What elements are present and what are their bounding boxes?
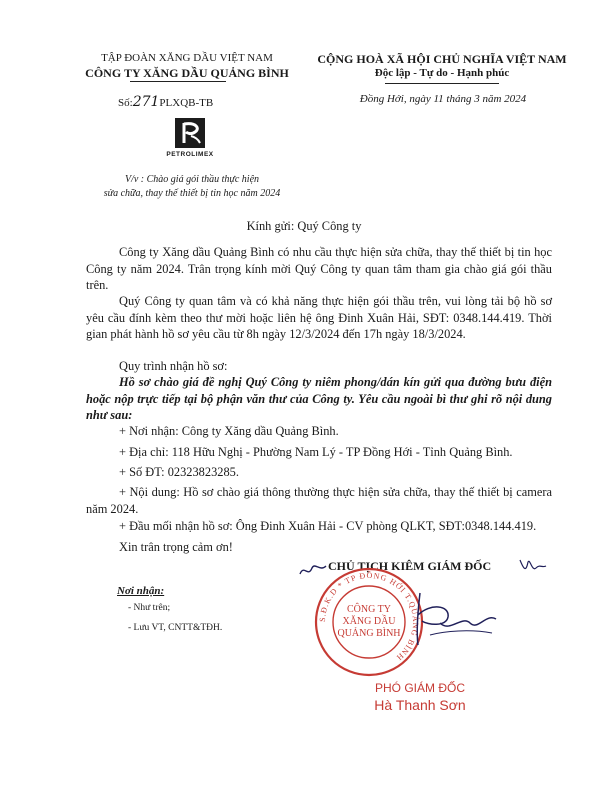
paragraph-2: Quý Công ty quan tâm và có khả năng thực hiện gói thầu trên, vui lòng tải bộ hồ sơ yêu cầu đính kèm theo thư mời hoặc liên hệ ông Đinh Xuân Hải, SĐT: 0348.144.419. Thời gian phát hành hồ sơ yêu cầu từ 8h ngày 12/3/2024 đến 17h ngày 18/3/2024. [86,294,552,341]
header-right-underline [385,83,499,84]
item-phone: + Số ĐT: 02323823285. [119,465,239,479]
greeting: Kính gửi: Quý Công ty [246,219,362,233]
signatory-role: CHỦ TỊCH KIÊM GIÁM ĐỐC [328,559,492,573]
recipients-item-2: - Lưu VT, CNTT&TĐH. [128,623,223,633]
closing-line: Xin trân trọng cảm ơn! [119,540,233,554]
subject-line-2: sửa chữa, thay thế thiết bị tin học năm 2024 [103,188,281,199]
signature-flourish-right [518,556,548,576]
seal-ring-text: S.Đ.K.D * TP ĐỒNG HỚI T.QUẢNG BÌNH [317,570,421,663]
item-content: + Nội dung: Hồ sơ chào giá thông thường thực hiện sửa chữa, thay thế thiết bị camera năm 2024. [86,485,552,516]
national-title: CỘNG HOÀ XÃ HỘI CHỦ NGHĨA VIỆT NAM [317,52,567,66]
seal-line-1: CÔNG TY [347,604,391,615]
parent-org-name: TẬP ĐOÀN XĂNG DẦU VIỆT NAM [101,52,273,64]
recipients-item-1: - Như trên; [128,603,171,613]
national-motto: Độc lập - Tự do - Hạnh phúc [374,67,510,79]
item-recipient: + Nơi nhận: Công ty Xăng dầu Quảng Bình. [119,424,339,438]
header-left-underline [130,81,226,82]
document-number-suffix: PLXQB-TB [159,97,214,109]
handwritten-signature [400,585,510,655]
paragraph-1: Công ty Xăng dầu Quảng Bình có nhu cầu thực hiện sửa chữa, thay thế thiết bị tin học Công ty năm 2024. Trân trọng kính mời Quý Công ty quan tâm tham gia chào giá gói thầu trên. [86,245,552,292]
document-number [118,94,213,110]
item-address: + Địa chỉ: 118 Hữu Nghị - Phường Nam Lý - TP Đồng Hới - Tỉnh Quảng Bình. [119,445,513,459]
signatory-title: PHÓ GIÁM ĐỐC [374,681,465,695]
seal-line-3: QUẢNG BÌNH [337,628,401,639]
petrolimex-logo-text: PETROLIMEX [166,151,214,158]
document-number-prefix: Số: [118,97,133,109]
company-name: CÔNG TY XĂNG DẦU QUẢNG BÌNH [85,66,289,80]
recipients-title: Nơi nhận: [117,585,165,597]
emphasis-note: Hồ sơ chào giá đề nghị Quý Công ty niêm phong/dán kín gửi qua đường bưu điện hoặc nộp trực tiếp tại bộ phận văn thư của Công ty. Yêu cầu ngoài bì thư ghi rõ nội dung như sau: [86,375,552,422]
signatory-name: Hà Thanh Sơn [374,697,466,713]
petrolimex-logo-icon [175,118,205,148]
subject-line-1: V/v : Chào giá gói thầu thực hiện [124,174,260,185]
seal-line-2: XĂNG DẦU [342,616,396,627]
process-label: Quy trình nhận hồ sơ: [119,359,228,373]
item-contact: + Đầu mối nhận hồ sơ: Ông Đinh Xuân Hải - CV phòng QLKT, SĐT:0348.144.419. [119,519,537,533]
place-date: Đồng Hới, ngày 11 tháng 3 năm 2024 [359,93,527,105]
document-number-handwritten: 271 [132,94,160,110]
